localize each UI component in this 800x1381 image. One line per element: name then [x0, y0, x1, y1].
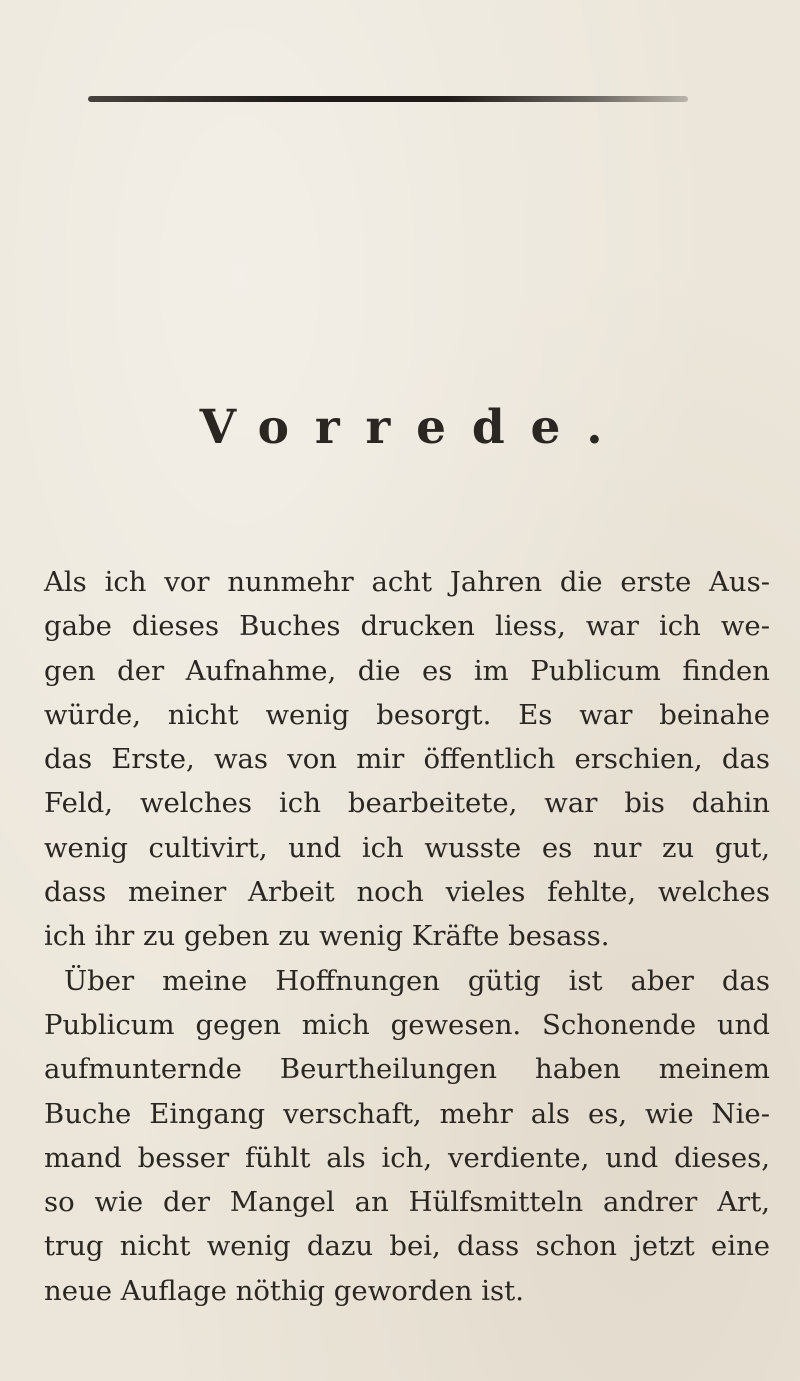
paragraph-2	[44, 959, 770, 1313]
text-line: Feld, welches ich bearbeitete, war bis dahin	[44, 787, 770, 820]
text-line: das Erste, was von mir öffentlich erschien, das	[44, 743, 770, 776]
text-line: mand besser fühlt als ich, verdiente, und dieses,	[44, 1141, 770, 1174]
text-line: aufmunternde Beurtheilungen haben meinem	[44, 1053, 770, 1086]
text-line: Als ich vor nunmehr acht Jahren die erste Aus-	[44, 566, 770, 598]
text-line: Buche Eingang verschaft, mehr als es, wie Nie-	[44, 1097, 770, 1130]
text-line: ich ihr zu geben zu wenig Kräfte besass.	[44, 920, 610, 953]
text-line: gabe dieses Buches drucken liess, war ich we-	[44, 610, 770, 643]
preface-body	[44, 560, 770, 1313]
text-line: so wie der Mangel an Hülfsmitteln andrer Art,	[44, 1186, 770, 1219]
text-line: wenig cultivirt, und ich wusste es nur zu gut,	[44, 831, 770, 864]
text-line: dass meiner Arbeit noch vieles fehlte, welches	[44, 876, 770, 909]
text-line: neue Auflage nöthig geworden ist.	[44, 1274, 524, 1307]
text-line: Publicum gegen mich gewesen. Schonende und	[44, 1008, 770, 1041]
text-line: gen der Aufnahme, die es im Publicum finden	[44, 654, 770, 687]
text-line: trug nicht wenig dazu bei, dass schon jetzt eine	[44, 1230, 770, 1263]
page-heading: Vorrede.	[199, 400, 629, 455]
text-line: Über meine Hoffnungen gütig ist aber das	[64, 964, 770, 997]
top-rule-divider	[88, 96, 688, 102]
text-line: würde, nicht wenig besorgt. Es war beinahe	[44, 698, 770, 731]
paragraph-1	[44, 560, 770, 959]
